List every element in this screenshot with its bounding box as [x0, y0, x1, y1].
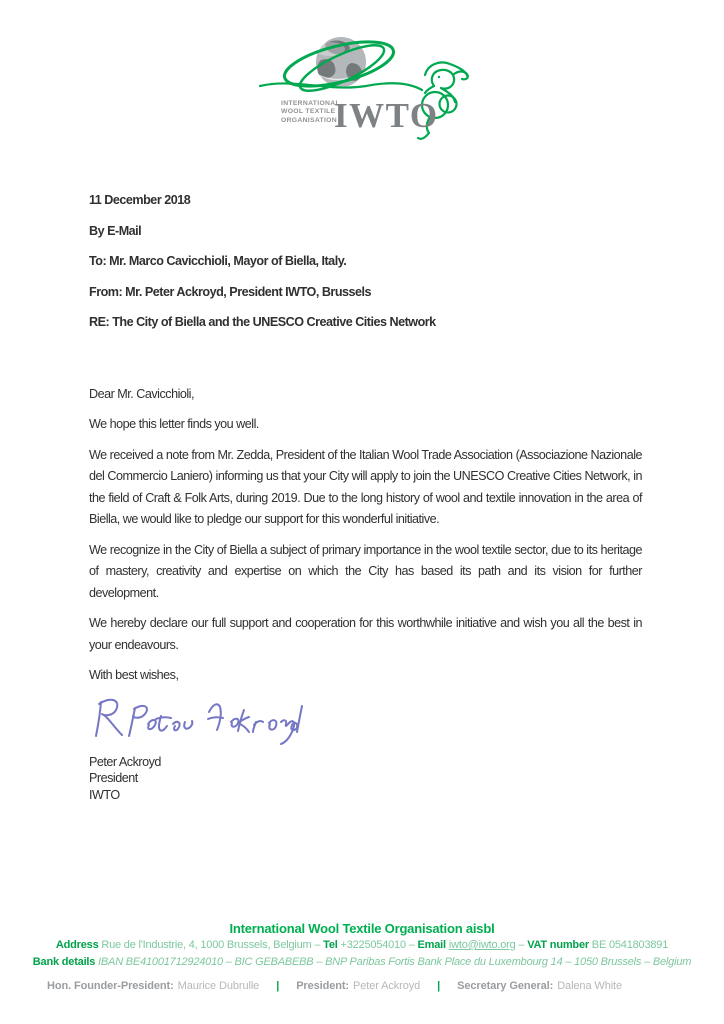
logo-org-line: INTERNATIONAL: [281, 100, 340, 107]
bank-label: Bank details: [32, 955, 96, 968]
logo-org-line: WOOL TEXTILE: [281, 108, 336, 116]
vat-value: BE 0541803891: [588, 939, 669, 951]
footer-org-title: International Wool Textile Organisation aisbl: [229, 921, 495, 936]
paragraph: We hope this letter finds you well.: [89, 417, 259, 431]
signer-title: President: [89, 771, 138, 785]
tel-value: +3225054010 –: [337, 939, 418, 951]
paragraph: We recognize in the City of Biella a subject of primary importance in the wool textile sector, due to its heritage of mastery, creativity and expertise on which the City has based its path and its vision for further development.: [89, 542, 642, 600]
officer-label: Hon. Founder-President:: [47, 980, 174, 992]
signature-handwriting: [91, 692, 306, 746]
paragraph: We hereby declare our full support and cooperation for this worthwhile initiative and wish you all the best in your endeavours.: [89, 616, 642, 652]
footer-address-line: [0, 938, 724, 954]
iwto-logo: [258, 30, 518, 150]
closing-line: With best wishes,: [89, 668, 179, 682]
dash-separator: –: [515, 939, 528, 951]
bank-value: IBAN BE41001712924010 – BIC GEBABEBB – BNP Paribas Fortis Bank Place du Luxembourg 14 – 1050 Brussels – Belgium: [95, 955, 692, 968]
to-line: To: Mr. Marco Cavicchioli, Mayor of Biella, Italy.: [89, 254, 347, 268]
officer-name: Dalena White: [557, 980, 623, 992]
officer-label: President:: [296, 980, 349, 992]
signer-name: Peter Ackroyd: [89, 754, 161, 769]
delivery-method: By E-Mail: [89, 223, 142, 238]
email-label: Email: [417, 939, 446, 951]
officer-name: Peter Ackroyd: [352, 980, 421, 992]
officer-label: Secretary General:: [457, 980, 554, 992]
subject-line: RE: The City of Biella and the UNESCO Creative Cities Network: [89, 315, 436, 329]
from-line: From: Mr. Peter Ackroyd, President IWTO, Brussels: [89, 284, 372, 299]
letterhead-footer: [0, 921, 724, 992]
letter-date: 11 December 2018: [89, 193, 191, 207]
separator-pipe: |: [276, 980, 280, 992]
email-link[interactable]: iwto@iwto.org: [448, 939, 516, 951]
separator-pipe: |: [437, 980, 441, 992]
salutation: Dear Mr. Cavicchioli,: [89, 386, 194, 401]
paragraph: We received a note from Mr. Zedda, President of the Italian Wool Trade Association (Associazione Nazionale del Commercio Laniero) informing us that your City will apply to join the UNESCO Creative Cities Network, in the field of Craft & Folk Arts, during 2019. Due to the long history of wool and textile innovation in the area of Biella, we would like to pledge our support for this wonderful initiative.: [89, 447, 642, 526]
address-value: Rue de l'Industrie, 4, 1000 Brussels, Belgium –: [98, 939, 324, 951]
vat-label: VAT number: [527, 939, 589, 951]
logo-acronym: IWTO: [334, 96, 439, 135]
address-label: Address: [55, 939, 99, 951]
logo-org-line: ORGANISATION: [281, 116, 337, 124]
signer-org: IWTO: [89, 787, 120, 802]
footer-bank-line: [0, 955, 724, 971]
logo-org-name: [281, 100, 341, 125]
footer-officers: [0, 980, 724, 992]
tel-label: Tel: [323, 939, 338, 951]
signature-block: [89, 754, 642, 804]
officer-name: Maurice Dubrulle: [177, 980, 260, 992]
letter-body: [89, 190, 642, 803]
